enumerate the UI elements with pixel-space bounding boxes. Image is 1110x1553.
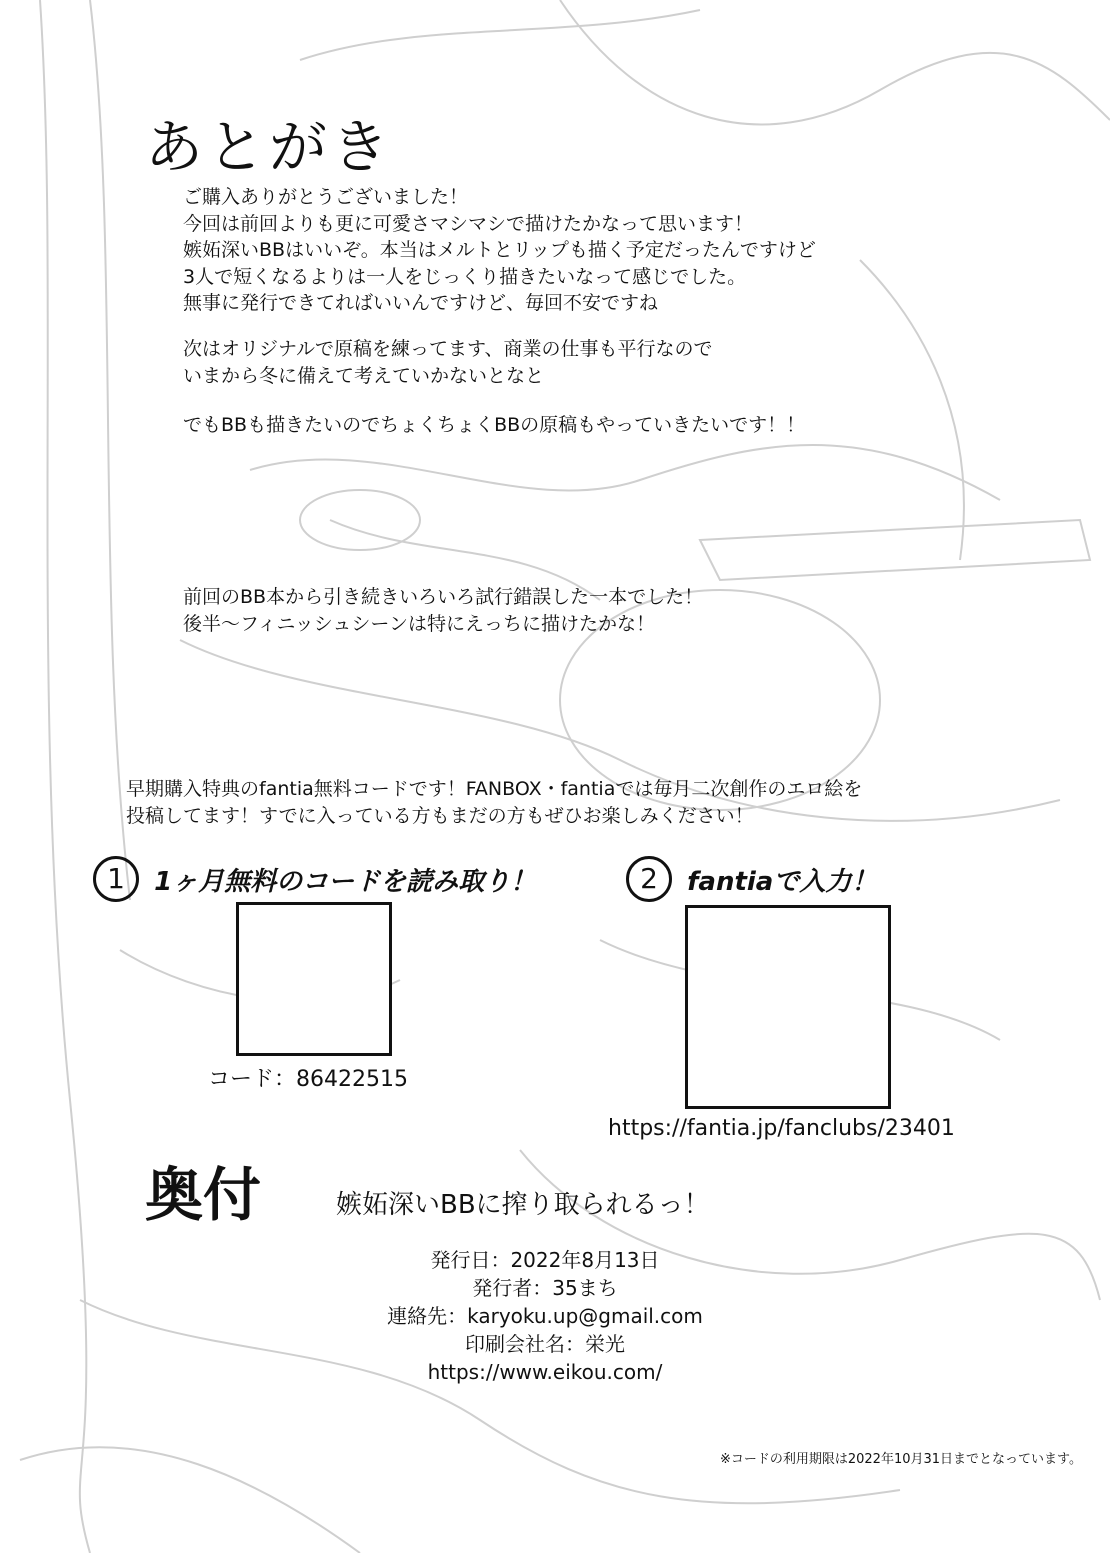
book-title: 嫉妬深いBBに搾り取られるっ！ bbox=[336, 1190, 710, 1220]
colophon-heading: 奥付 bbox=[145, 1161, 262, 1229]
printing-company: 印刷会社名：栄光 bbox=[465, 1332, 625, 1356]
text-line: 早期購入特典のfantia無料コードです！FANBOX・fantiaでは毎月二次創作のエロ絵を bbox=[126, 778, 863, 800]
fantia-code: コード：86422515 bbox=[208, 1067, 408, 1092]
text-line: 投稿してます！すでに入っている方もまだの方もぜひお楽しみください！ bbox=[126, 804, 754, 827]
contact-email: 連絡先：karyoku.up@gmail.com bbox=[387, 1304, 703, 1328]
step-2-number: 2 bbox=[626, 856, 672, 902]
step-2-heading bbox=[626, 856, 877, 902]
publish-date: 発行日：2022年8月13日 bbox=[430, 1248, 660, 1272]
afterword-paragraph-3: でもBBも描きたいのでちょくちょくBBの原稿もやっていきたいです！！ bbox=[183, 414, 806, 436]
colophon-details bbox=[380, 1246, 710, 1386]
text-line: 3人で短くなるよりは一人をじっくり描きたいなって感じでした。 bbox=[183, 265, 747, 288]
bonus-intro bbox=[126, 776, 862, 829]
afterword-paragraph-1 bbox=[183, 184, 816, 317]
text-line: 今回は前回よりも更に可愛さマシマシで描けたかなって思います！ bbox=[183, 212, 754, 235]
text-line: 嫉妬深いBBはいいぞ。本当はメルトとリップも描く予定だったんですけど bbox=[183, 239, 816, 261]
fantia-url[interactable]: https://fantia.jp/fanclubs/23401 bbox=[608, 1116, 955, 1141]
text-line: ご購入ありがとうございました！ bbox=[183, 186, 469, 208]
footnote: ※コードの利用期限は2022年10月31日までとなっています。 bbox=[719, 1452, 1082, 1467]
step-2-label: fantiaで入力！ bbox=[687, 866, 878, 897]
step-1-number: 1 bbox=[93, 856, 139, 902]
text-line: 後半～フィニッシュシーンは特にえっちに描けたかな！ bbox=[183, 612, 655, 635]
text-line: 前回のBB本から引き続きいろいろ試行錯誤した一本でした！ bbox=[183, 586, 704, 608]
text-line: いまから冬に備えて考えていかないとなと bbox=[183, 364, 545, 387]
qr-code-2 bbox=[685, 905, 891, 1109]
afterword-paragraph-2 bbox=[183, 336, 713, 389]
text-line: 次はオリジナルで原稿を練ってます、商業の仕事も平行なので bbox=[183, 338, 713, 360]
afterword-title: あとがき bbox=[145, 113, 394, 181]
step-1-heading bbox=[93, 856, 536, 902]
step-1-label: 1ヶ月無料のコードを読み取り！ bbox=[154, 866, 537, 897]
printer-url: https://www.eikou.com/ bbox=[427, 1360, 663, 1384]
qr-code-1 bbox=[236, 902, 392, 1056]
text-line: 無事に発行できてればいいんですけど、毎回不安ですね bbox=[183, 292, 659, 314]
publisher: 発行者：35まち bbox=[472, 1276, 618, 1300]
afterword-paragraph-4 bbox=[183, 584, 703, 637]
